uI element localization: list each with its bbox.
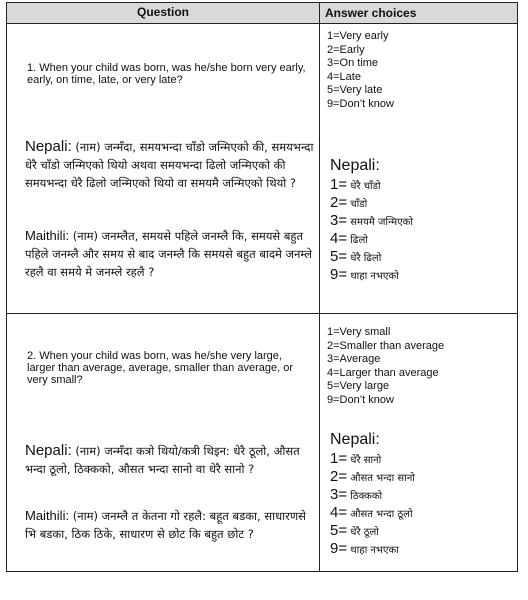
nepali-choice: 3= समयमै जन्मिएको [330,212,413,229]
nepali-choice: 2= औसत भन्दा सानो [330,468,415,485]
maithili-text: (नाम) जनम्लै त केतना गो रहलै: बहूत बडका, साधारणसे भि बडका, ठिक ठिके, साधारण से छोट कि बहुत छोट ? [25,509,306,541]
q1-answer-choices [327,30,394,111]
q2-nepali-translation [25,442,315,478]
q2-choice: 1=Very small [327,326,391,338]
question-column-header: Question [136,5,189,19]
nepali-choices-title: Nepali: [330,431,380,448]
q2-choice: 9=Don’t know [327,393,394,406]
nepali-choice: 4= औसत भन्दा ठूलो [330,504,413,521]
nepali-label: Nepali: [25,138,72,155]
q2-maithili-translation [25,507,315,543]
q1-choice: 2=Early [327,43,365,56]
q1-choice: 1=Very early [327,30,389,42]
row-divider [7,313,517,314]
column-divider [319,3,320,571]
nepali-choice: 4= ढिलो [330,230,368,247]
q1-choice: 9=Don’t know [327,97,394,110]
question-table [6,2,518,572]
nepali-choice: 9= थाहा नभएको [330,266,399,283]
nepali-choice: 5= धेरै ढिलो [330,248,382,265]
q2-choice: 2=Smaller than average [327,339,445,352]
nepali-choice: 3= ठिक्कको [330,486,383,503]
q1-nepali-translation [25,138,315,192]
q2-answer-choices [327,326,444,407]
q2-nepali-choices [330,430,415,558]
q2-english-text: 2. When your child was born, was he/she very large, larger than average, average, smaller than average, or very small? [27,350,293,386]
q1-english-text: 1. When your child was born, was he/she born very early, early, on time, late, or very late? [27,62,306,86]
q2-choice: 3=Average [327,353,381,365]
nepali-choice: 1= धेरै सानो [330,450,382,467]
q1-choice: 4=Late [327,70,361,83]
nepali-text: (नाम) जन्मँदा, समयभन्दा चाँडो जन्मिएको की, समयभन्दा धेरै चाँडो जन्मिएको थियो अथवा समयभन्दा ढिलो जन्मिएको की समयभन्दा धेरै ढिलो जन्मिएको थियो वा समयमै जन्मिएको थियो ? [25,140,314,190]
maithili-label: Maithili: [25,228,70,243]
q1-choice: 3=On time [327,57,379,69]
nepali-text: (नाम) जन्मँदा कत्रो थियो/कत्री थिइन: धेरै ठूलो, औसत भन्दा ठूलो, ठिक्कको, औसत भन्दा सानो वा धेरै सानो ? [25,444,300,476]
nepali-choice: 5= धेरै ठूलो [330,522,379,539]
nepali-label: Nepali: [25,442,72,459]
q2-choice: 5=Very large [327,380,390,392]
q1-maithili-translation [25,227,315,281]
q1-choice: 5=Very late [327,84,383,96]
nepali-choice: 9= थाहा नभएका [330,540,399,557]
table-header [7,3,517,24]
maithili-text: (नाम) जनम्लैत, समयसे पहिले जनम्लै कि, समयसे बहुत पहिले जनम्लै और समय से बाद जनम्लै कि समयसे बहुत बादमे जनम्ले रहलै वा समये मे जनम्ले रहलै ? [25,229,313,279]
nepali-choice: 1= धेरै चाँडो [330,176,381,193]
maithili-label: Maithili: [25,508,70,523]
nepali-choice: 2= चाँडो [330,194,368,211]
nepali-choices-title: Nepali: [330,157,380,174]
answer-column-header: Answer choices [325,6,417,20]
q2-choice: 4=Larger than average [327,366,439,379]
q1-nepali-choices [330,156,413,284]
